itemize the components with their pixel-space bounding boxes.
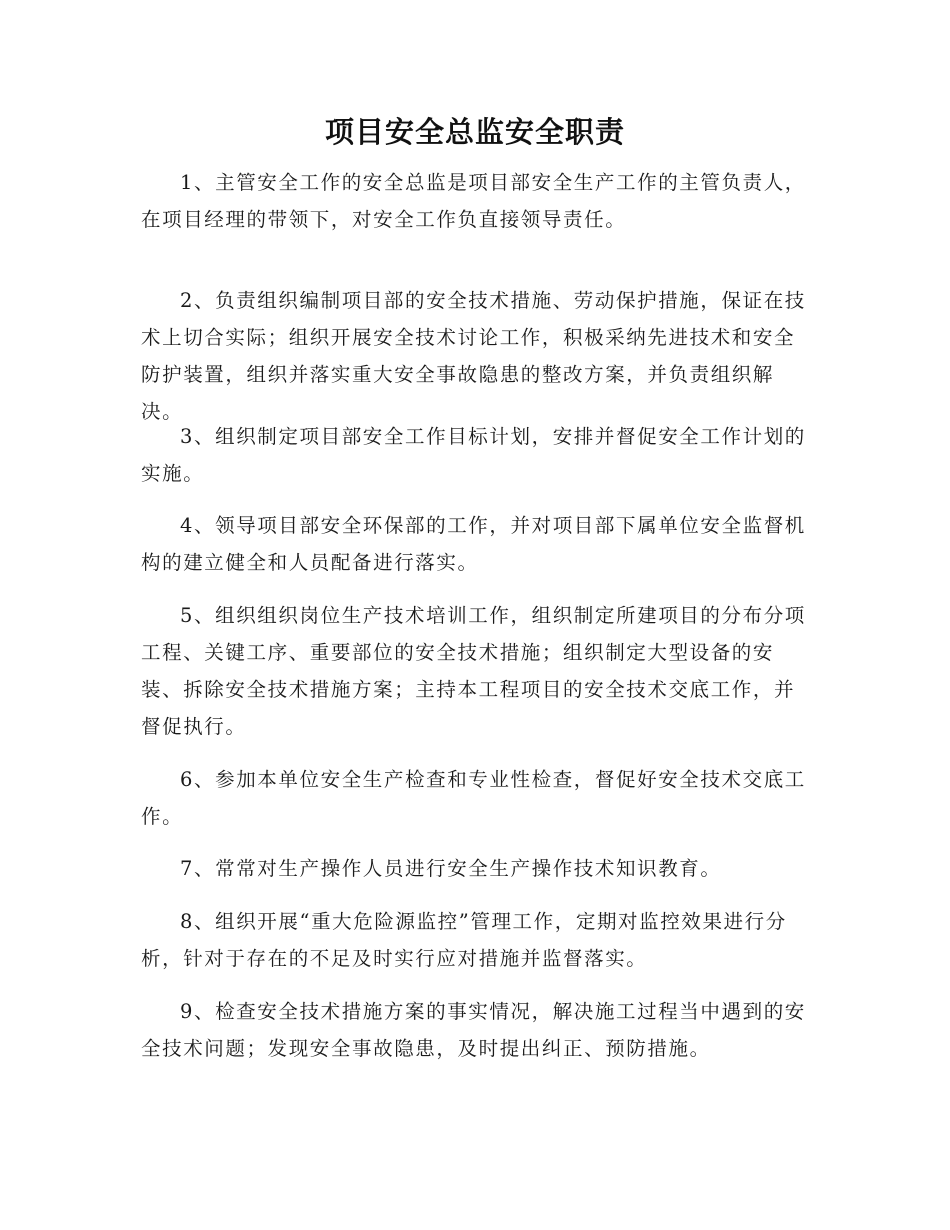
- paragraph-9: 9、检查安全技术措施方案的事实情况，解决施工过程当中遇到的安全技术问题；发现安全事故隐患，及时提出纠正、预防措施。: [141, 1000, 806, 1060]
- paragraph-4: 4、领导项目部安全环保部的工作，并对项目部下属单位安全监督机构的建立健全和人员配备进行落实。: [141, 514, 806, 574]
- paragraph-2: 2、负责组织编制项目部的安全技术措施、劳动保护措施，保证在技术上切合实际；组织开展安全技术讨论工作，积极采纳先进技术和安全防护装置，组织并落实重大安全事故隐患的整改方案，并负责组织解决。: [141, 289, 806, 423]
- paragraph-6: 6、参加本单位安全生产检查和专业性检查，督促好安全技术交底工作。: [141, 768, 806, 828]
- paragraph-5: 5、组织组织岗位生产技术培训工作，组织制定所建项目的分布分项工程、关键工序、重要部位的安全技术措施；组织制定大型设备的安装、拆除安全技术措施方案；主持本工程项目的安全技术交底工作，并督促执行。: [141, 604, 806, 738]
- paragraph-3: 3、组织制定项目部安全工作目标计划，安排并督促安全工作计划的实施。: [141, 425, 806, 485]
- paragraph-8: 8、组织开展“重大危险源监控”管理工作，定期对监控效果进行分析，针对于存在的不足及时实行应对措施并监督落实。: [141, 910, 787, 970]
- document-title: 项目安全总监安全职责: [324, 115, 625, 149]
- paragraph-7: 7、常常对生产操作人员进行安全生产操作技术知识教育。: [180, 857, 722, 880]
- paragraph-1: 1、主管安全工作的安全总监是项目部安全生产工作的主管负责人，在项目经理的带领下，对安全工作负直接领导责任。: [141, 171, 806, 231]
